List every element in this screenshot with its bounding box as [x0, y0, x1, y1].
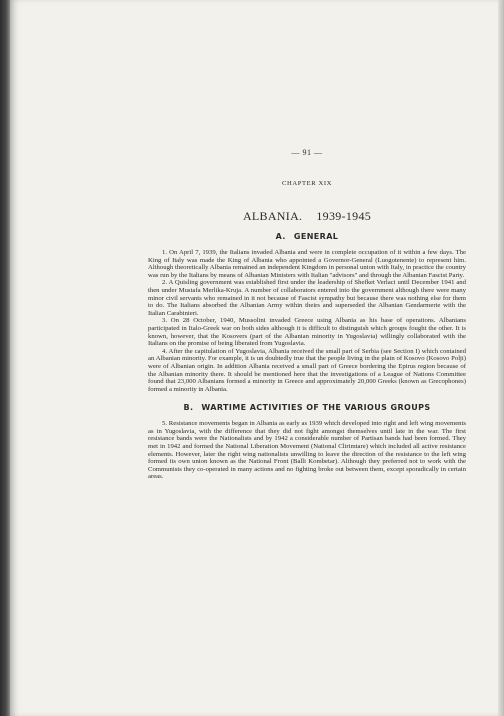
paragraph: 1. On April 7, 1939, the Italians invaded Albania and were in complete occupation of it within a few days. The King of Italy was made the King of Albania who appointed a Governor-General (Luogotenente) to represent him. Although theoretically Albania remained an independent Kingdom in personal union with Italy, in practice the country was run by the Italians by means of Albanian Ministers with Italian "advisors" and through the Albanian Fascist Party.: [148, 249, 466, 279]
chapter-title: [148, 209, 466, 224]
page-number: — 91 —: [291, 148, 323, 157]
chapter-label: CHAPTER XIX: [281, 180, 332, 187]
paragraph: 2. A Quisling government was established first under the leadership of Shefket Verlaci until December 1941 and then under Mustafa Merlika-Kruja. A number of collaborators entered into the government although there were many minor civil servants who remained in it not because of Fascist sympathy but because there was nothing else for them to do. The Italians absorbed the Albanian Army within theirs and superseded the Albanian Gendarmerie with the Italian Carabinieri.: [148, 279, 466, 317]
section-letter: A.: [275, 232, 286, 241]
page-content: [148, 148, 466, 481]
section-title: GENERAL: [293, 232, 339, 241]
section-heading-general: [148, 232, 466, 241]
section-letter: B.: [183, 403, 194, 413]
title-years: 1939-1945: [316, 209, 372, 223]
paragraph: 4. After the capitulation of Yugoslavia, Albania received the small part of Serbia (see Section I) which contained an Albanian minority. For example, it is un doubtedly true that the people living in the plain of Kosovo (Kosovo Polji) were of Albanian origin. In addition Albania received a small part of Greece bordering the Epirus region because of the Albanian minority there. It should be mentioned here that the investigations of a League of Nations Committee found that 23,000 Albanians formed a minority in Greece and approximately 20,000 Greeks (known as Grecophones) formed a minority in Albania.: [148, 347, 466, 393]
title-country: ALBANIA.: [242, 209, 303, 223]
section-heading-wartime-activities: [148, 403, 466, 412]
section-title: WARTIME ACTIVITIES OF THE VARIOUS GROUPS: [201, 403, 431, 413]
document-page: [10, 0, 504, 716]
paragraph: 5. Resistance movements began in Albania as early as 1939 which developed into right and left wing movements as in Yugoslavia, with the difference that they did not fight amongst themselves until late in the war. The first resistance bands were the Nationalists and by 1942 a considerable number of Partisan bands had been formed. They met in 1942 and formed the National Liberation Movement (National Clirimtare) which included all active resistance elements. However, later the right wing nationalists unwilling to leave the direction of the resistance to the left wing formed its own union known as the National Front (Balli Kombetar). Although they preferred not to work with the Communists they co-operated in many actions and no fighting broke out between them, except sporadically in certain areas.: [148, 420, 466, 481]
page-edge: [498, 0, 504, 716]
book-binding: [0, 0, 10, 716]
paragraph: 3. On 28 October, 1940, Mussolini invaded Greece using Albania as his base of operations. Albanians participated in Italo-Greek war on both sides although it is difficult to distinguish which groups fought the other. It is known, however, that the Kosovers (part of the Albanian minority in Yugoslavia) willingly collaborated with the Italians on the promise of being liberated from Yugoslavia.: [148, 317, 466, 348]
